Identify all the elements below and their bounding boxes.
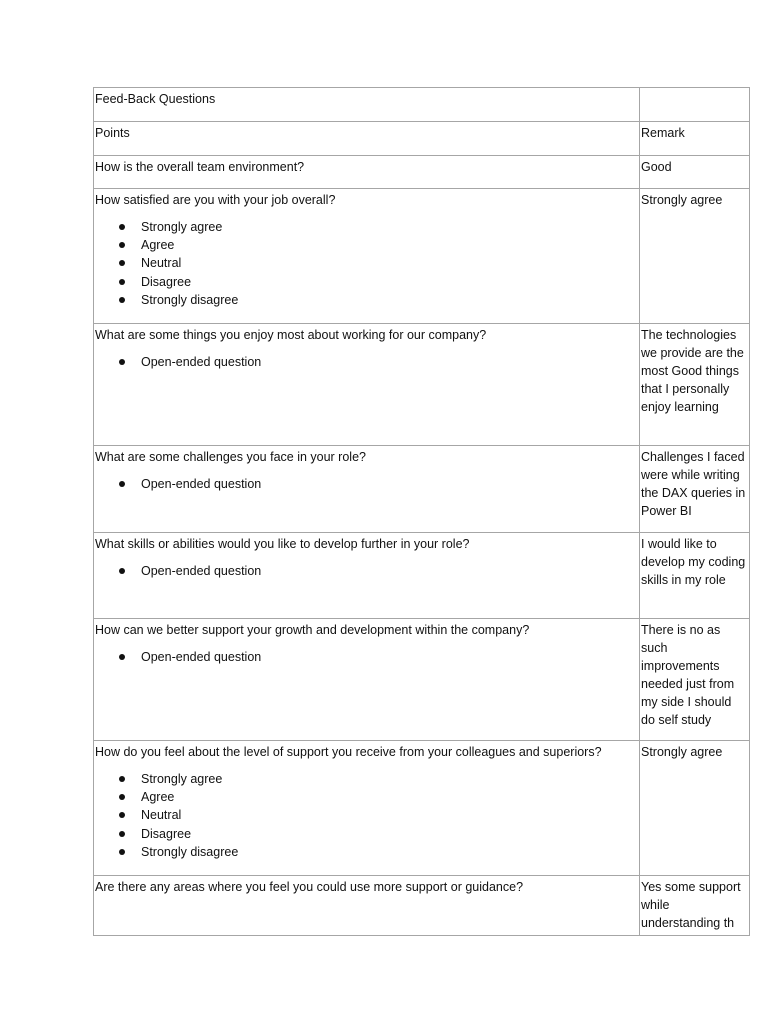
table-row <box>94 741 750 876</box>
remark-cell: Challenges I faced were while writing the DAX queries in Power BI <box>640 446 750 533</box>
options-list <box>95 562 638 580</box>
column-header-row <box>94 122 750 156</box>
list-item: Open-ended question <box>141 475 638 493</box>
question-cell <box>94 189 640 324</box>
question-text: What are some challenges you face in your role? <box>95 450 366 464</box>
question-text: Are there any areas where you feel you could use more support or guidance? <box>95 880 524 894</box>
options-list <box>95 353 638 371</box>
table-title: Feed-Back Questions <box>94 88 640 122</box>
question-cell <box>94 876 640 936</box>
list-item: Agree <box>141 788 638 806</box>
question-cell <box>94 156 640 189</box>
options-list <box>95 475 638 493</box>
remark-cell: Good <box>640 156 750 189</box>
remark-cell: There is no as such improvements needed just from my side I should do self study <box>640 619 750 741</box>
table-row <box>94 533 750 619</box>
question-text: What skills or abilities would you like to develop further in your role? <box>95 537 470 551</box>
list-item: Strongly agree <box>141 218 638 236</box>
column-header-points: Points <box>94 122 640 156</box>
table-row <box>94 189 750 324</box>
question-text: What are some things you enjoy most about working for our company? <box>95 328 487 342</box>
remark-cell: Yes some support while understanding th <box>640 876 750 936</box>
list-item: Disagree <box>141 273 638 291</box>
list-item: Open-ended question <box>141 562 638 580</box>
question-cell <box>94 324 640 446</box>
question-text: How do you feel about the level of support you receive from your colleagues and superiors? <box>95 745 602 759</box>
list-item: Agree <box>141 236 638 254</box>
question-cell <box>94 741 640 876</box>
remark-cell: Strongly agree <box>640 741 750 876</box>
table-row <box>94 156 750 189</box>
remark-cell: The technologies we provide are the most Good things that I personally enjoy learning <box>640 324 750 446</box>
list-item: Open-ended question <box>141 648 638 666</box>
options-list <box>95 770 638 861</box>
list-item: Strongly agree <box>141 770 638 788</box>
remark-cell: I would like to develop my coding skills in my role <box>640 533 750 619</box>
table-row <box>94 446 750 533</box>
table-row <box>94 876 750 936</box>
question-cell <box>94 446 640 533</box>
options-list <box>95 218 638 309</box>
feedback-table <box>93 87 750 936</box>
table-title-row <box>94 88 750 122</box>
question-cell <box>94 619 640 741</box>
question-cell <box>94 533 640 619</box>
list-item: Strongly disagree <box>141 843 638 861</box>
list-item: Disagree <box>141 825 638 843</box>
list-item: Neutral <box>141 254 638 272</box>
question-text: How satisfied are you with your job overall? <box>95 193 336 207</box>
column-header-remark: Remark <box>640 122 750 156</box>
list-item: Strongly disagree <box>141 291 638 309</box>
options-list <box>95 648 638 666</box>
table-row <box>94 619 750 741</box>
list-item: Open-ended question <box>141 353 638 371</box>
table-title-remark <box>640 88 750 122</box>
question-text: How is the overall team environment? <box>95 160 305 174</box>
remark-cell: Strongly agree <box>640 189 750 324</box>
question-text: How can we better support your growth and development within the company? <box>95 623 530 637</box>
table-row <box>94 324 750 446</box>
list-item: Neutral <box>141 806 638 824</box>
